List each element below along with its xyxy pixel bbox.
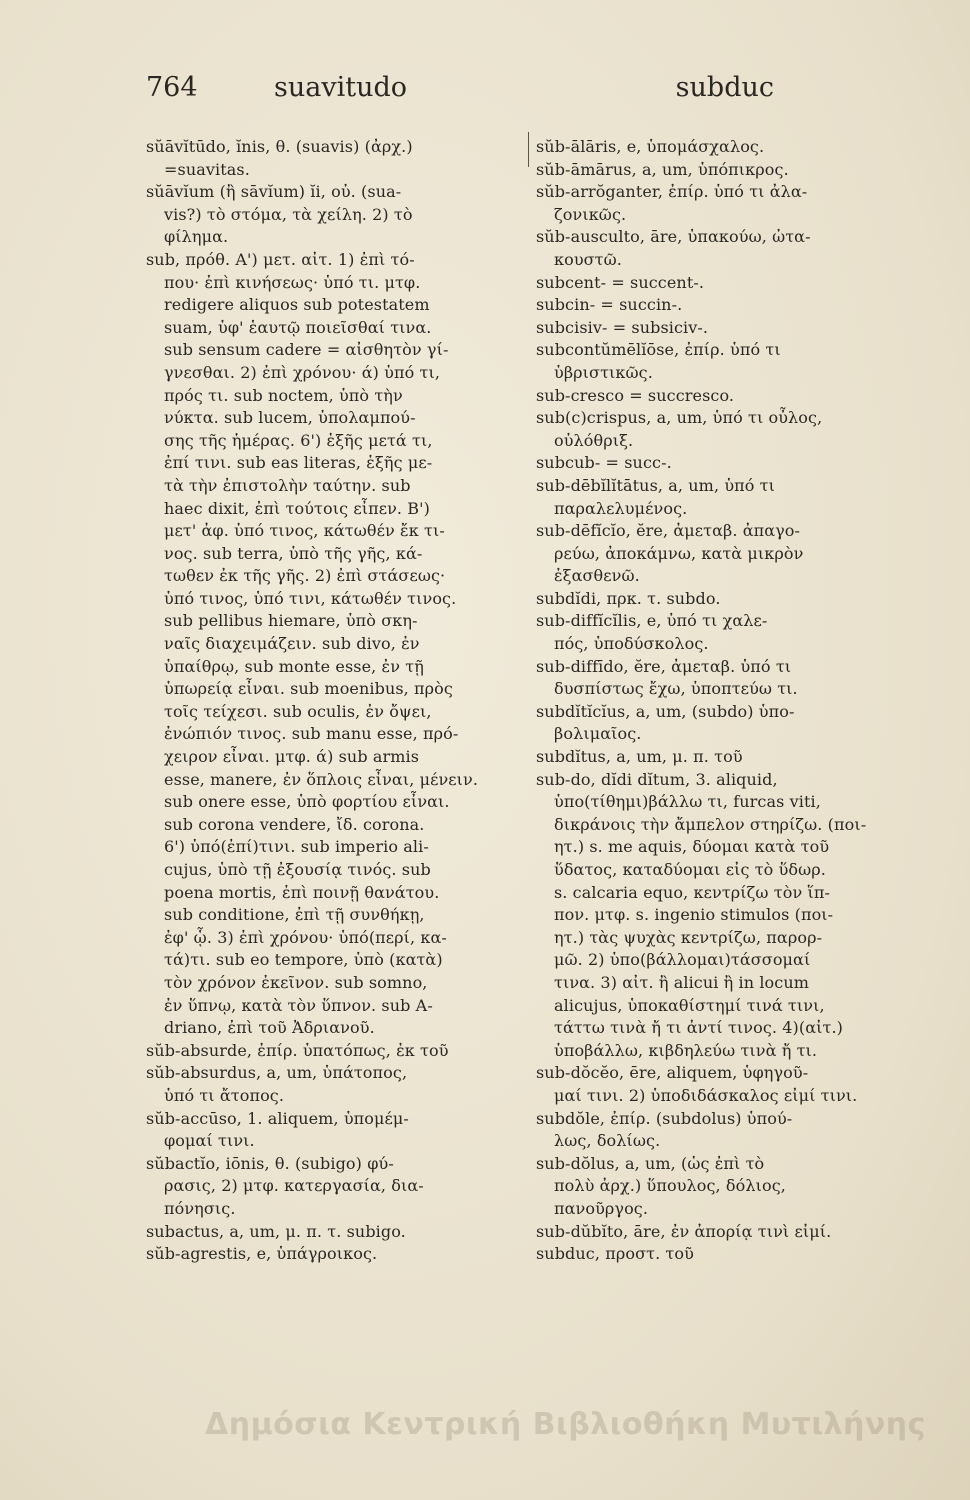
entry-headword-line: sŭb-absurdus, a, um, ὑπάτοπος, — [146, 1063, 408, 1083]
entry-headword-line: subdŏle, ἐπίρ. (subdolus) ὑπού- — [536, 1108, 793, 1128]
left-guide-word: suavitudo — [274, 72, 408, 103]
entry-headword-line: sŭbactĭo, iōnis, θ. (subigo) φύ- — [146, 1153, 394, 1173]
entry-continuation-line: ὑπαίθρῳ, sub monte esse, ἐν τῇ — [164, 656, 424, 676]
entry-continuation-line: πον. μτφ. s. ingenio stimulos (ποι- — [554, 905, 834, 925]
entry-continuation-line: suam, ὑφ' ἑαυτῷ ποιεῖσθαί τινα. — [164, 317, 432, 337]
entry-continuation-line: τωθεν ἐκ τῆς γῆς. 2) ἐπὶ στάσεως· — [164, 566, 446, 586]
entry-continuation-line: λως, δολίως. — [554, 1131, 661, 1151]
entry-continuation-line: sub sensum cadere = αἰσθητὸν γί- — [164, 340, 449, 360]
entry-continuation-line: πόνησις. — [164, 1198, 236, 1218]
entry-headword-line: sub-dēfĭcĭo, ĕre, ἀμεταβ. ἀπαγο- — [536, 521, 801, 541]
entry-continuation-line: ὑπο(τίθημι)βάλλω τι, furcas viti, — [554, 792, 821, 812]
entry-headword-line: sub-diffīdo, ĕre, ἀμεταβ. ὑπό τι — [536, 656, 792, 676]
entry-headword-line: sŭb-agrestis, e, ὑπάγροικος. — [146, 1244, 378, 1264]
entry-continuation-line: poena mortis, ἐπὶ ποινῇ θανάτου. — [164, 882, 440, 902]
entry-continuation-line: κουστῶ. — [554, 249, 622, 269]
entry-headword-line: sŭb-arrŏganter, ἐπίρ. ὑπό τι ἀλα- — [536, 182, 808, 202]
entry-headword-line: subduc, προστ. τοῦ — [536, 1244, 694, 1264]
page-number: 764 — [146, 72, 198, 103]
entry-continuation-line: sub pellibus hiemare, ὑπὸ σκη- — [164, 611, 418, 631]
entry-continuation-line: δυσπίστως ἔχω, ὑποπτεύω τι. — [554, 679, 798, 699]
entry-continuation-line: ἐπί τινι. sub eas literas, ἑξῆς με- — [164, 453, 433, 473]
entry-continuation-line: πολὺ ἀρχ.) ὕπουλος, δόλιος, — [554, 1176, 786, 1196]
entry-continuation-line: ὑβριστικῶς. — [554, 362, 653, 382]
entry-headword-line: subcisiv- = subsiciv-. — [536, 317, 709, 337]
entry-continuation-line: driano, ἐπὶ τοῦ Ἀδριανοῦ. — [164, 1018, 375, 1038]
entry-headword-line: subdĭtĭcĭus, a, um, (subdo) ὑπο- — [536, 701, 795, 721]
entry-continuation-line: μῶ. 2) ὑπο(βάλλομαι)τάσσομαί — [554, 950, 811, 970]
entry-continuation-line: οὐλόθριξ. — [554, 430, 634, 450]
entry-continuation-line: χειρον εἶναι. μτφ. ά) sub armis — [164, 747, 420, 767]
entry-continuation-line: ητ.) s. me aquis, δύομαι κατὰ τοῦ — [554, 837, 830, 857]
entry-continuation-line: sub conditione, ἐπὶ τῇ συνθήκῃ, — [164, 905, 425, 925]
entry-continuation-line: 6') ὑπό(ἐπί)τινι. sub imperio ali- — [164, 837, 429, 857]
entry-continuation-line: φίλημα. — [164, 227, 229, 247]
entry-headword-line: subdĭdi, πρκ. τ. subdo. — [536, 588, 721, 608]
entry-headword-line: sub-do, dĭdi dĭtum, 3. aliquid, — [536, 769, 778, 789]
entry-continuation-line: βολιμαῖος. — [554, 724, 642, 744]
entry-continuation-line: σης τῆς ἡμέρας. 6') ἑξῆς μετά τι, — [164, 430, 433, 450]
library-watermark: Δημόσια Κεντρική Βιβλιοθήκη Μυτιλήνης — [205, 1407, 926, 1442]
entry-continuation-line: μετ' ἀφ. ὑπό τινος, κάτωθέν ἔκ τι- — [164, 521, 445, 541]
entry-headword-line: sub-dēbĭlĭtātus, a, um, ὑπό τι — [536, 475, 775, 495]
entry-continuation-line: s. calcaria equo, κεντρίζω τὸν ἵπ- — [554, 882, 830, 902]
entry-continuation-line: πρός τι. sub noctem, ὑπὸ τὴν — [164, 385, 403, 405]
entry-continuation-line: ὕδατος, καταδύομαι εἰς τὸ ὕδωρ. — [554, 860, 826, 879]
entry-continuation-line: νος. sub terra, ὑπὸ τῆς γῆς, κά- — [164, 543, 423, 563]
entry-headword-line: sub-cresco = succresco. — [536, 385, 735, 405]
entry-continuation-line: φομαί τινι. — [164, 1131, 255, 1151]
column-divider — [528, 132, 529, 167]
entry-headword-line: subcontŭmēlĭōse, ἐπίρ. ὑπό τι — [536, 340, 781, 360]
entry-headword-line: subcent- = succent-. — [536, 272, 705, 292]
entry-headword-line: sub-diffĭcĭlis, e, ὑπό τι χαλε- — [536, 611, 768, 631]
entry-headword-line: sŭb-ausculto, āre, ὑπακούω, ὠτα- — [536, 227, 811, 247]
entry-continuation-line: δικράνοις τὴν ἄμπελον στηρίζω. (ποι- — [554, 814, 867, 834]
entry-headword-line: sub, πρόθ. Α') μετ. αἰτ. 1) ἐπὶ τό- — [146, 249, 415, 269]
entry-headword-line: subdĭtus, a, um, μ. π. τοῦ — [536, 747, 743, 767]
entry-headword-line: sŭb-accūso, 1. aliquem, ὑπομέμ- — [146, 1108, 409, 1128]
entry-continuation-line: τά)τι. sub eo tempore, ὑπὸ (κατὰ) — [164, 950, 443, 970]
entry-headword-line: subactus, a, um, μ. π. τ. subigo. — [146, 1221, 406, 1241]
page-header — [146, 72, 774, 116]
entry-continuation-line: ναῖς διαχειμάζειν. sub divo, ἐν — [164, 634, 420, 654]
entry-continuation-line: πανοῦργος. — [554, 1198, 649, 1218]
entry-continuation-line: που· ἐπὶ κινήσεως· ὑπό τι. μτφ. — [164, 272, 421, 292]
entry-headword-line: sŭāvĭum (ἢ sāvĭum) ĭi, οὐ. (sua- — [146, 182, 402, 202]
entry-headword-line: sŭb-āmārus, a, um, ὑπόπικρος. — [536, 159, 789, 179]
entry-headword-line: sŭāvĭtūdo, ĭnis, θ. (suavis) (ἀρχ.) — [146, 137, 413, 156]
entry-continuation-line: ἐν ὕπνῳ, κατὰ τὸν ὕπνον. sub A- — [164, 995, 433, 1015]
entry-continuation-line: sub onere esse, ὑπὸ φορτίου εἶναι. — [164, 792, 450, 812]
entry-continuation-line: πός, ὑποδύσκολος. — [554, 634, 709, 654]
left-column — [146, 136, 522, 1266]
entry-headword-line: sŭb-absurde, ἐπίρ. ὑπατόπως, ἐκ τοῦ — [146, 1040, 449, 1060]
entry-headword-line: subcin- = succin-. — [536, 295, 683, 315]
entry-headword-line: subcub- = succ-. — [536, 453, 672, 473]
entry-headword-line: sub(c)crispus, a, um, ὑπό τι οὖλος, — [536, 408, 823, 428]
entry-continuation-line: ζονικῶς. — [554, 204, 627, 224]
entry-continuation-line: τὰ τὴν ἐπιστολὴν ταύτην. sub — [164, 475, 411, 495]
entry-continuation-line: ητ.) τὰς ψυχὰς κεντρίζω, παρορ- — [554, 927, 823, 947]
entry-continuation-line: haec dixit, ἐπὶ τούτοις εἶπεν. Β') — [164, 498, 431, 518]
entry-continuation-line: sub corona vendere, ἴδ. corona. — [164, 814, 425, 834]
entry-continuation-line: ὑπωρείᾳ εἶναι. sub moenibus, πρὸς — [164, 679, 453, 699]
entry-continuation-line: alicujus, ὑποκαθίστημί τινά τινι, — [554, 995, 825, 1015]
entry-continuation-line: μαί τινι. 2) ὑποδιδάσκαλος εἰμί τινι. — [554, 1085, 858, 1105]
entry-headword-line: sub-dŏlus, a, um, (ὡς ἐπὶ τὸ — [536, 1153, 765, 1173]
entry-continuation-line: παραλελυμένος. — [554, 498, 688, 518]
entry-continuation-line: redigere aliquos sub potestatem — [164, 295, 430, 315]
entry-continuation-line: vis?) τὸ στόμα, τὰ χείλη. 2) τὸ — [164, 204, 413, 224]
entry-continuation-line: τὸν χρόνον ἐκεῖνον. sub somno, — [164, 972, 428, 992]
entry-continuation-line: cujus, ὑπὸ τῇ ἐξουσίᾳ τινός. sub — [164, 860, 431, 879]
right-column — [536, 136, 918, 1266]
entry-continuation-line: νύκτα. sub lucem, ὑπολαμπού- — [164, 408, 416, 428]
entry-headword-line: sub-dŭbĭto, āre, ἐν ἀπορίᾳ τινὶ εἰμί. — [536, 1221, 832, 1241]
entry-continuation-line: ὑπό τινος, ὑπό τινι, κάτωθέν τινος. — [164, 588, 457, 608]
entry-continuation-line: ἐξασθενῶ. — [554, 566, 640, 586]
entry-headword-line: sŭb-ālāris, e, ὑπομάσχαλος. — [536, 137, 765, 156]
entry-continuation-line: τάττω τινὰ ἤ τι ἀντί τινος. 4)(αἰτ.) — [554, 1018, 843, 1038]
entry-continuation-line: ρασις, 2) μτφ. κατεργασία, δια- — [164, 1176, 424, 1196]
entry-continuation-line: ὑποβάλλω, κιβδηλεύω τινὰ ἤ τι. — [554, 1040, 818, 1060]
entry-continuation-line: ὑπό τι ἄτοπος. — [164, 1085, 285, 1105]
right-guide-word: subduc — [675, 72, 774, 103]
entry-continuation-line: τοῖς τείχεσι. sub oculis, ἐν ὄψει, — [164, 701, 432, 721]
entry-headword-line: sub-dŏcĕo, ēre, aliquem, ὑφηγοῦ- — [536, 1063, 809, 1083]
entry-continuation-line: ἐνώπιόν τινος. sub manu esse, πρό- — [164, 724, 459, 744]
entry-continuation-line: esse, manere, ἐν ὅπλοις εἶναι, μένειν. — [164, 769, 479, 789]
entry-continuation-line: τινα. 3) αἰτ. ἢ alicui ἢ in locum — [554, 972, 810, 992]
entry-continuation-line: =suavitas. — [164, 159, 250, 179]
entry-continuation-line: ρεύω, ἀποκάμνω, κατὰ μικρὸν — [554, 543, 804, 563]
entry-continuation-line: γνεσθαι. 2) ἐπὶ χρόνου· ά) ὑπό τι, — [164, 362, 441, 382]
entry-continuation-line: ἐφ' ᾧ. 3) ἐπὶ χρόνου· ὑπό(περί, κα- — [164, 927, 447, 947]
